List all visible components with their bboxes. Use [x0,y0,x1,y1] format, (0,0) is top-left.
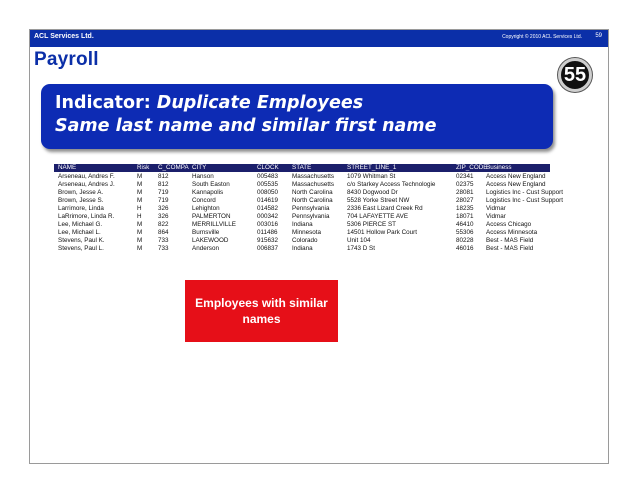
table-cell: M [137,173,143,180]
table-cell: 812 [158,181,169,188]
table-cell: Pennsylvania [292,213,330,220]
table-row [54,213,550,221]
table-cell: 8430 Dogwood Dr [347,189,398,196]
slide-title: Payroll [34,49,99,70]
table-cell: LAKEWOOD [192,237,229,244]
column-header: CLOCK [257,164,279,171]
table-row [54,181,550,189]
table-cell: M [137,221,143,228]
table-cell: 719 [158,189,169,196]
table-cell: 006837 [257,245,279,252]
table-cell: 02375 [456,181,474,188]
table-cell: 011486 [257,229,278,236]
column-header: C_COMPA [158,164,189,171]
table-cell: 02341 [456,173,474,180]
table-cell: Massachusetts [292,173,334,180]
table-cell: 733 [158,237,169,244]
table-cell: Unit 104 [347,237,371,244]
table-cell: Larrimore, Linda [58,205,104,212]
table-cell: 014619 [257,197,279,204]
table-cell: 5528 Yorke Street NW [347,197,410,204]
table-cell: Lehighton [192,205,220,212]
table-cell: Concord [192,197,216,204]
table-cell: 18071 [456,213,474,220]
table-cell: Brown, Jesse S. [58,197,104,204]
table-cell: 719 [158,197,169,204]
table-cell: M [137,237,143,244]
column-header: STATE [292,164,312,171]
table-cell: Best - MAS Field [486,237,534,244]
table-cell: 5306 PIERCE ST [347,221,396,228]
column-header: STREET_LINE_1 [347,164,397,171]
column-header: NAME [58,164,77,171]
table-row [54,205,550,213]
table-cell: 005535 [257,181,279,188]
table-cell: Pennsylvania [292,205,330,212]
table-cell: M [137,189,143,196]
table-cell: 46016 [456,245,474,252]
table-cell: 14501 Hollow Park Court [347,229,418,236]
column-header: CITY [192,164,207,171]
table-cell: c/o Starkey Access Technologie [347,181,436,188]
table-cell: MERRILLVILLE [192,221,236,228]
copyright-notice: Copyright © 2010 ACL Services Ltd. [502,34,582,40]
table-cell: PALMERTON [192,213,231,220]
table-cell: Arseneau, Andres F. [58,173,115,180]
table-cell: South Easton [192,181,230,188]
table-cell: 326 [158,205,169,212]
column-header: Business [486,164,512,171]
banner-indicator: Duplicate Employees [156,93,364,113]
table-row [54,221,550,229]
table-cell: 1743 D St [347,245,376,252]
table-cell: Stevens, Paul K. [58,237,105,244]
similar-names-callout: Employees with similar names [185,280,338,342]
table-cell: 28027 [456,197,474,204]
table-cell: M [137,245,143,252]
table-cell: Minnesota [292,229,322,236]
banner-prefix: Indicator: [55,93,157,113]
table-cell: Kannapolis [192,189,224,196]
slide-number-badge: 55 [558,58,592,92]
table-cell: 008050 [257,189,279,196]
table-cell: Anderson [192,245,219,252]
top-bar [30,30,608,47]
table-cell: H [137,213,142,220]
page-number: 59 [595,33,602,39]
company-name: ACL Services Ltd. [34,33,94,40]
table-cell: 014582 [257,205,279,212]
table-cell: Logistics Inc - Cust Support [486,197,563,204]
table-cell: 2336 East Lizard Creek Rd [347,205,423,212]
table-header [54,164,550,172]
table-cell: H [137,205,142,212]
table-cell: Lee, Michael L. [58,229,101,236]
table-row [54,229,550,237]
table-cell: Burnsville [192,229,220,236]
table-cell: Vidmar [486,213,506,220]
table-cell: 733 [158,245,169,252]
table-cell: 80228 [456,237,474,244]
table-row [54,189,563,197]
slide [29,29,609,464]
column-header: ZIP_CODE [456,164,488,171]
table-cell: 812 [158,173,169,180]
table-row [54,237,550,245]
table-cell: Indiana [292,221,313,228]
table-cell: Vidmar [486,205,506,212]
table-cell: North Carolina [292,197,333,204]
table-cell: Access New England [486,173,546,180]
column-header: Risk [137,164,150,171]
table-cell: 704 LAFAYETTE AVE [347,213,409,220]
table-cell: Hanson [192,173,214,180]
table-cell: Arseneau, Andres J. [58,181,115,188]
table-cell: M [137,181,143,188]
table-cell: Access New England [486,181,546,188]
banner-line-1 [55,93,363,113]
table-cell: 005483 [257,173,279,180]
table-cell: Stevens, Paul L. [58,245,104,252]
table-cell: 822 [158,221,169,228]
table-cell: Massachusetts [292,181,334,188]
table-row [54,245,550,253]
table-cell: Logistics Inc - Cust Support [486,189,563,196]
table-cell: Colorado [292,237,318,244]
table-cell: Access Minnesota [486,229,538,236]
table-cell: 326 [158,213,169,220]
table-cell: Indiana [292,245,313,252]
table-row [54,197,563,205]
table-cell: 55306 [456,229,474,236]
table-cell: Brown, Jesse A. [58,189,104,196]
table-row [54,173,550,181]
table-cell: Access Chicago [486,221,532,228]
table-cell: 915632 [257,237,279,244]
table-cell: Best - MAS Field [486,245,534,252]
banner-line-2: Same last name and similar first name [55,116,437,136]
table-cell: 28081 [456,189,474,196]
table-cell: Lee, Michael G. [58,221,103,228]
table-cell: 46410 [456,221,474,228]
table-cell: 18235 [456,205,474,212]
table-cell: M [137,229,143,236]
table-cell: M [137,197,143,204]
table-cell: 864 [158,229,169,236]
table-cell: LaRrimore, Linda R. [58,213,115,220]
table-cell: 003016 [257,221,279,228]
table-cell: North Carolina [292,189,333,196]
table-cell: 1079 Whitman St [347,173,396,180]
table-cell: 000342 [257,213,279,220]
indicator-banner [41,84,553,149]
